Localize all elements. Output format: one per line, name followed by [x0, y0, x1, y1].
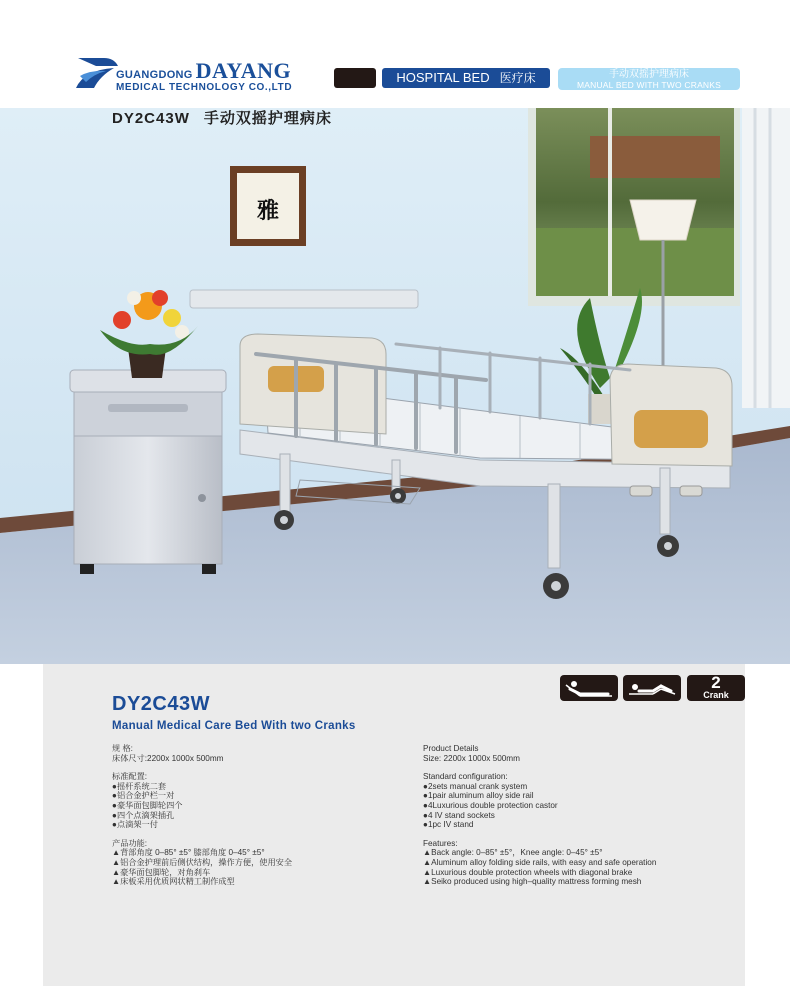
product-subtitle: Manual Medical Care Bed With two Cranks — [112, 720, 356, 732]
crank-count-badge — [687, 675, 745, 701]
config-item-zh: ●点滴架一付 — [112, 820, 158, 830]
spec-title-en: Product Details — [423, 744, 479, 753]
hospital-room-illustration — [0, 108, 790, 664]
subcategory-en: MANUAL BED WITH TWO CRANKS — [576, 80, 722, 90]
bed-back-raise-icon — [560, 675, 618, 701]
spec-title-zh: 规 格: — [112, 744, 133, 753]
company-tagline: MEDICAL TECHNOLOGY CO.,LTD — [116, 82, 293, 93]
dayang-logo-icon — [74, 52, 122, 92]
company-name — [116, 58, 291, 84]
feature-item-en: ▲Luxurious double protection wheels with diagonal brake — [423, 867, 633, 877]
spec-size-zh: 床体尺寸:2200x 1000x 500mm — [112, 753, 224, 763]
product-model: DY2C43W — [112, 693, 210, 715]
feature-item-zh: ▲床板采用优质网状精工制作成型 — [112, 877, 235, 887]
calligraphy-text: 雅 — [256, 198, 280, 224]
crank-count: 2 — [711, 673, 721, 692]
feature-item-zh: ▲铝合金护理前后侧伏结构，操作方便，使用安全 — [112, 857, 293, 867]
config-item-en: ●1pair aluminum alloy side rail — [423, 791, 534, 801]
subcategory-badge — [558, 68, 740, 90]
feature-item-zh: ▲背部角度 0–85° ±5° 膝部角度 0–45° ±5° — [112, 848, 265, 858]
feature-icons — [560, 675, 745, 703]
config-item-zh: ●摇杆系统二套 — [112, 781, 167, 791]
config-item-zh: ●豪华面包脚轮四个 — [112, 800, 183, 810]
product-title — [112, 107, 332, 128]
config-item-en: ●4Luxurious double protection castor — [423, 800, 558, 810]
category-badge — [382, 68, 550, 88]
config-item-zh: ●铝合金护栏一对 — [112, 791, 175, 801]
config-item-en: ●2sets manual crank system — [423, 781, 528, 791]
product-photo — [0, 108, 790, 664]
product-title-model: DY2C43W — [112, 110, 190, 127]
category-zh: 医疗床 — [499, 71, 536, 85]
crank-label: Crank — [703, 690, 729, 700]
features-title-zh: 产品功能: — [112, 838, 148, 848]
header-black-block — [334, 68, 376, 88]
feature-item-en: ▲Back angle: 0–85° ±5°，Knee angle: 0–45° ±5° — [423, 848, 603, 858]
subcategory-zh: 手动双摇护理病床 — [609, 69, 689, 80]
company-logo — [74, 52, 294, 96]
spec-size-en: Size: 2200x 1000x 500mm — [423, 753, 520, 763]
company-name-small: GUANGDONG — [116, 69, 193, 81]
config-title-zh: 标准配置: — [112, 772, 148, 782]
config-item-en: ●1pc IV stand — [423, 820, 474, 830]
features-title-en: Features: — [423, 838, 458, 848]
company-name-big: DAYANG — [195, 58, 292, 83]
spec-column-zh — [112, 744, 292, 887]
config-item-zh: ●四个点滴架插孔 — [112, 810, 175, 820]
bed-knee-raise-icon — [623, 675, 681, 701]
feature-item-en: ▲Seiko produced using high–quality mattress forming mesh — [423, 877, 642, 887]
config-title-en: Standard configuration: — [423, 772, 508, 782]
feature-item-zh: ▲豪华面包脚轮，对角刹车 — [112, 867, 211, 877]
spec-column-en — [423, 744, 656, 887]
feature-item-en: ▲Aluminum alloy folding side rails, with easy and safe operation — [423, 857, 657, 867]
product-title-zh: 手动双摇护理病床 — [203, 110, 332, 127]
category-en: HOSPITAL BED — [396, 70, 490, 85]
config-item-en: ●4 IV stand sockets — [423, 810, 495, 820]
